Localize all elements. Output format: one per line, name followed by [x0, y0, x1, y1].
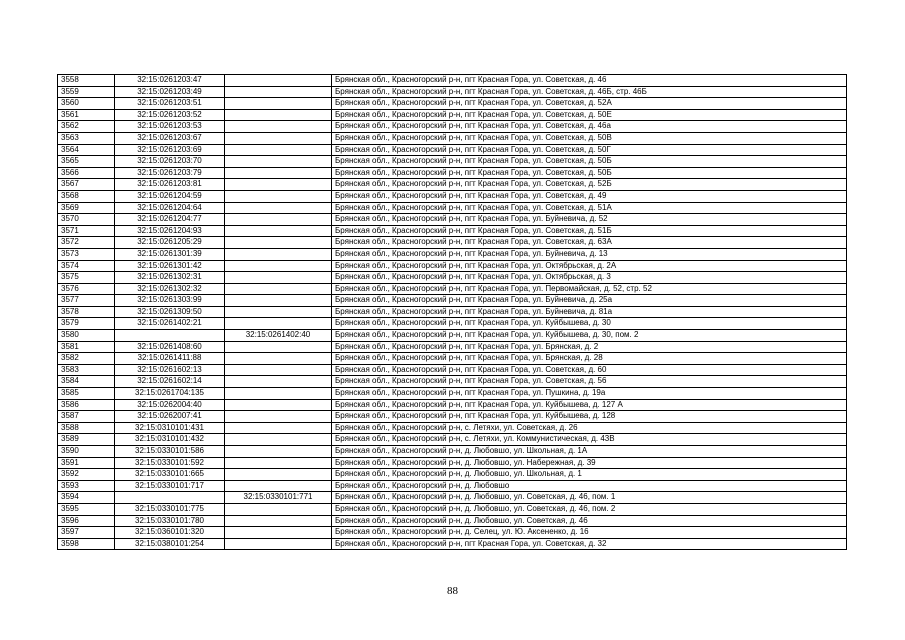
row-number-cell: 3574: [58, 260, 115, 272]
cadastral-number-cell: 32:15:0262004:40: [115, 399, 225, 411]
cadastral-number-cell: 32:15:0360101:320: [115, 527, 225, 539]
row-number-cell: 3567: [58, 179, 115, 191]
table-row: [58, 422, 847, 434]
table-row: [58, 225, 847, 237]
table-row: [58, 144, 847, 156]
row-number-cell: 3596: [58, 515, 115, 527]
premises-cadastral-number-cell: [225, 411, 332, 423]
premises-cadastral-number-cell: [225, 75, 332, 87]
premises-cadastral-number-cell: [225, 132, 332, 144]
row-number-cell: 3585: [58, 388, 115, 400]
row-number-cell: 3595: [58, 503, 115, 515]
premises-cadastral-number-cell: [225, 167, 332, 179]
row-number-cell: 3589: [58, 434, 115, 446]
premises-cadastral-number-cell: [225, 260, 332, 272]
row-number-cell: 3562: [58, 121, 115, 133]
cadastral-number-cell: 32:15:0380101:254: [115, 538, 225, 550]
address-cell: Брянская обл., Красногорский р-н, пгт Красная Гора, ул. Советская, д. 60: [332, 364, 847, 376]
premises-cadastral-number-cell: [225, 503, 332, 515]
row-number-cell: 3558: [58, 75, 115, 87]
cadastral-number-cell: 32:15:0261204:59: [115, 190, 225, 202]
row-number-cell: 3559: [58, 86, 115, 98]
address-cell: Брянская обл., Красногорский р-н, пгт Красная Гора, ул. Советская, д. 52А: [332, 98, 847, 110]
premises-cadastral-number-cell: [225, 144, 332, 156]
cadastral-number-cell: 32:15:0261402:21: [115, 318, 225, 330]
cadastral-number-cell: 32:15:0261303:99: [115, 295, 225, 307]
cadastral-number-cell: 32:15:0261203:81: [115, 179, 225, 191]
row-number-cell: 3597: [58, 527, 115, 539]
table-row: [58, 202, 847, 214]
table-row: [58, 283, 847, 295]
table-row: [58, 364, 847, 376]
premises-cadastral-number-cell: [225, 190, 332, 202]
cadastral-number-cell: 32:15:0261203:53: [115, 121, 225, 133]
premises-cadastral-number-cell: [225, 446, 332, 458]
cadastral-number-cell: 32:15:0330101:780: [115, 515, 225, 527]
premises-cadastral-number-cell: 32:15:0261402:40: [225, 330, 332, 342]
address-cell: Брянская обл., Красногорский р-н, пгт Красная Гора, ул. Советская, д. 51Б: [332, 225, 847, 237]
cadastral-number-cell: 32:15:0261704:135: [115, 388, 225, 400]
address-cell: Брянская обл., Красногорский р-н, пгт Красная Гора, ул. Советская, д. 51А: [332, 202, 847, 214]
cadastral-number-cell: 32:15:0330101:665: [115, 469, 225, 481]
address-cell: Брянская обл., Красногорский р-н, пгт Красная Гора, ул. Куйбышева, д. 127 А: [332, 399, 847, 411]
row-number-cell: 3580: [58, 330, 115, 342]
cadastral-number-cell: 32:15:0262007:41: [115, 411, 225, 423]
property-registry-table: [57, 74, 847, 550]
address-cell: Брянская обл., Красногорский р-н, пгт Красная Гора, ул. Первомайская, д. 52, стр. 52: [332, 283, 847, 295]
cadastral-number-cell: 32:15:0261203:51: [115, 98, 225, 110]
cadastral-number-cell: 32:15:0261203:52: [115, 109, 225, 121]
cadastral-number-cell: [115, 330, 225, 342]
address-cell: Брянская обл., Красногорский р-н, пгт Красная Гора, ул. Советская, д. 50Е: [332, 109, 847, 121]
table-row: [58, 214, 847, 226]
address-cell: Брянская обл., Красногорский р-н, д. Любовшо, ул. Советская, д. 46: [332, 515, 847, 527]
address-cell: Брянская обл., Красногорский р-н, пгт Красная Гора, ул. Буйневича, д. 81а: [332, 306, 847, 318]
row-number-cell: 3581: [58, 341, 115, 353]
address-cell: Брянская обл., Красногорский р-н, пгт Красная Гора, ул. Октябрьская, д. 3: [332, 272, 847, 284]
premises-cadastral-number-cell: [225, 434, 332, 446]
premises-cadastral-number-cell: [225, 341, 332, 353]
table-row: [58, 492, 847, 504]
row-number-cell: 3577: [58, 295, 115, 307]
premises-cadastral-number-cell: [225, 156, 332, 168]
table-row: [58, 434, 847, 446]
table-row: [58, 515, 847, 527]
row-number-cell: 3579: [58, 318, 115, 330]
row-number-cell: 3572: [58, 237, 115, 249]
address-cell: Брянская обл., Красногорский р-н, пгт Красная Гора, ул. Куйбышева, д. 30: [332, 318, 847, 330]
address-cell: Брянская обл., Красногорский р-н, пгт Красная Гора, ул. Буйневича, д. 25а: [332, 295, 847, 307]
address-cell: Брянская обл., Красногорский р-н, пгт Красная Гора, ул. Советская, д. 52Б: [332, 179, 847, 191]
table-row: [58, 457, 847, 469]
address-cell: Брянская обл., Красногорский р-н, пгт Красная Гора, ул. Советская, д. 50Г: [332, 144, 847, 156]
cadastral-number-cell: 32:15:0330101:717: [115, 480, 225, 492]
page-number: 88: [447, 585, 458, 597]
address-cell: Брянская обл., Красногорский р-н, д. Любовшо, ул. Школьная, д. 1А: [332, 446, 847, 458]
table-row: [58, 86, 847, 98]
premises-cadastral-number-cell: [225, 237, 332, 249]
table-row: [58, 469, 847, 481]
table-row: [58, 190, 847, 202]
premises-cadastral-number-cell: [225, 399, 332, 411]
table-row: [58, 353, 847, 365]
address-cell: Брянская обл., Красногорский р-н, пгт Красная Гора, ул. Буйневича, д. 52: [332, 214, 847, 226]
row-number-cell: 3594: [58, 492, 115, 504]
premises-cadastral-number-cell: [225, 121, 332, 133]
table-row: [58, 121, 847, 133]
table-row: [58, 446, 847, 458]
table-row: [58, 237, 847, 249]
table-row: [58, 318, 847, 330]
cadastral-number-cell: 32:15:0310101:432: [115, 434, 225, 446]
address-cell: Брянская обл., Красногорский р-н, пгт Красная Гора, ул. Советская, д. 63А: [332, 237, 847, 249]
row-number-cell: 3588: [58, 422, 115, 434]
address-cell: Брянская обл., Красногорский р-н, пгт Красная Гора, ул. Советская, д. 50Б: [332, 167, 847, 179]
row-number-cell: 3587: [58, 411, 115, 423]
address-cell: Брянская обл., Красногорский р-н, пгт Красная Гора, ул. Советская, д. 49: [332, 190, 847, 202]
premises-cadastral-number-cell: [225, 272, 332, 284]
address-cell: Брянская обл., Красногорский р-н, пгт Красная Гора, ул. Советская, д. 46: [332, 75, 847, 87]
table-body: [58, 75, 847, 550]
row-number-cell: 3571: [58, 225, 115, 237]
premises-cadastral-number-cell: [225, 214, 332, 226]
address-cell: Брянская обл., Красногорский р-н, д. Любовшо: [332, 480, 847, 492]
table-row: [58, 156, 847, 168]
address-cell: Брянская обл., Красногорский р-н, пгт Красная Гора, ул. Советская, д. 46Б, стр. 46Б: [332, 86, 847, 98]
cadastral-number-cell: 32:15:0261302:31: [115, 272, 225, 284]
address-cell: Брянская обл., Красногорский р-н, пгт Красная Гора, ул. Советская, д. 46а: [332, 121, 847, 133]
address-cell: Брянская обл., Красногорский р-н, пгт Красная Гора, ул. Октябрьская, д. 2А: [332, 260, 847, 272]
table-row: [58, 272, 847, 284]
cadastral-number-cell: 32:15:0261203:67: [115, 132, 225, 144]
address-cell: Брянская обл., Красногорский р-н, пгт Красная Гора, ул. Куйбышева, д. 128: [332, 411, 847, 423]
cadastral-number-cell: 32:15:0261602:14: [115, 376, 225, 388]
table-row: [58, 295, 847, 307]
cadastral-number-cell: 32:15:0330101:586: [115, 446, 225, 458]
address-cell: Брянская обл., Красногорский р-н, пгт Красная Гора, ул. Брянская, д. 2: [332, 341, 847, 353]
cadastral-number-cell: 32:15:0330101:775: [115, 503, 225, 515]
premises-cadastral-number-cell: [225, 109, 332, 121]
premises-cadastral-number-cell: [225, 318, 332, 330]
row-number-cell: 3565: [58, 156, 115, 168]
premises-cadastral-number-cell: [225, 225, 332, 237]
premises-cadastral-number-cell: [225, 179, 332, 191]
table-row: [58, 132, 847, 144]
table-row: [58, 538, 847, 550]
row-number-cell: 3564: [58, 144, 115, 156]
cadastral-number-cell: 32:15:0261408:60: [115, 341, 225, 353]
address-cell: Брянская обл., Красногорский р-н, пгт Красная Гора, ул. Пушкина, д. 19а: [332, 388, 847, 400]
premises-cadastral-number-cell: [225, 422, 332, 434]
cadastral-number-cell: 32:15:0261301:39: [115, 248, 225, 260]
cadastral-number-cell: 32:15:0261205:29: [115, 237, 225, 249]
cadastral-number-cell: 32:15:0261203:49: [115, 86, 225, 98]
table-row: [58, 167, 847, 179]
cadastral-number-cell: 32:15:0261203:69: [115, 144, 225, 156]
address-cell: Брянская обл., Красногорский р-н, пгт Красная Гора, ул. Куйбышева, д. 30, пом. 2: [332, 330, 847, 342]
row-number-cell: 3591: [58, 457, 115, 469]
table-row: [58, 179, 847, 191]
cadastral-number-cell: 32:15:0261204:64: [115, 202, 225, 214]
table-row: [58, 341, 847, 353]
cadastral-number-cell: 32:15:0261203:47: [115, 75, 225, 87]
address-cell: Брянская обл., Красногорский р-н, д. Любовшо, ул. Советская, д. 46, пом. 1: [332, 492, 847, 504]
row-number-cell: 3575: [58, 272, 115, 284]
row-number-cell: 3593: [58, 480, 115, 492]
row-number-cell: 3598: [58, 538, 115, 550]
table-row: [58, 248, 847, 260]
row-number-cell: 3582: [58, 353, 115, 365]
row-number-cell: 3563: [58, 132, 115, 144]
table-row: [58, 98, 847, 110]
row-number-cell: 3586: [58, 399, 115, 411]
premises-cadastral-number-cell: [225, 457, 332, 469]
premises-cadastral-number-cell: [225, 283, 332, 295]
address-cell: Брянская обл., Красногорский р-н, д. Любовшо, ул. Советская, д. 46, пом. 2: [332, 503, 847, 515]
address-cell: Брянская обл., Красногорский р-н, с. Летяхи, ул. Коммунистическая, д. 43В: [332, 434, 847, 446]
premises-cadastral-number-cell: [225, 202, 332, 214]
table-row: [58, 306, 847, 318]
cadastral-number-cell: 32:15:0330101:592: [115, 457, 225, 469]
premises-cadastral-number-cell: [225, 353, 332, 365]
row-number-cell: 3584: [58, 376, 115, 388]
address-cell: Брянская обл., Красногорский р-н, пгт Красная Гора, ул. Советская, д. 50В: [332, 132, 847, 144]
address-cell: Брянская обл., Красногорский р-н, пгт Красная Гора, ул. Советская, д. 50Б: [332, 156, 847, 168]
cadastral-number-cell: 32:15:0310101:431: [115, 422, 225, 434]
row-number-cell: 3570: [58, 214, 115, 226]
table-row: [58, 527, 847, 539]
address-cell: Брянская обл., Красногорский р-н, пгт Красная Гора, ул. Буйневича, д. 13: [332, 248, 847, 260]
address-cell: Брянская обл., Красногорский р-н, пгт Красная Гора, ул. Советская, д. 56: [332, 376, 847, 388]
address-cell: Брянская обл., Красногорский р-н, д. Селец, ул. Ю. Аксененко, д. 16: [332, 527, 847, 539]
cadastral-number-cell: 32:15:0261602:13: [115, 364, 225, 376]
row-number-cell: 3560: [58, 98, 115, 110]
table-row: [58, 399, 847, 411]
table-row: [58, 411, 847, 423]
table-row: [58, 480, 847, 492]
row-number-cell: 3569: [58, 202, 115, 214]
address-cell: Брянская обл., Красногорский р-н, д. Любовшо, ул. Набережная, д. 39: [332, 457, 847, 469]
cadastral-number-cell: 32:15:0261204:93: [115, 225, 225, 237]
premises-cadastral-number-cell: [225, 388, 332, 400]
row-number-cell: 3573: [58, 248, 115, 260]
premises-cadastral-number-cell: [225, 538, 332, 550]
cadastral-number-cell: 32:15:0261302:32: [115, 283, 225, 295]
row-number-cell: 3561: [58, 109, 115, 121]
premises-cadastral-number-cell: [225, 527, 332, 539]
table-row: [58, 260, 847, 272]
table-row: [58, 388, 847, 400]
cadastral-number-cell: 32:15:0261301:42: [115, 260, 225, 272]
cadastral-number-cell: 32:15:0261204:77: [115, 214, 225, 226]
premises-cadastral-number-cell: [225, 306, 332, 318]
cadastral-number-cell: 32:15:0261203:79: [115, 167, 225, 179]
address-cell: Брянская обл., Красногорский р-н, пгт Красная Гора, ул. Брянская, д. 28: [332, 353, 847, 365]
premises-cadastral-number-cell: [225, 480, 332, 492]
row-number-cell: 3590: [58, 446, 115, 458]
premises-cadastral-number-cell: [225, 364, 332, 376]
row-number-cell: 3578: [58, 306, 115, 318]
row-number-cell: 3568: [58, 190, 115, 202]
premises-cadastral-number-cell: 32:15:0330101:771: [225, 492, 332, 504]
premises-cadastral-number-cell: [225, 469, 332, 481]
row-number-cell: 3583: [58, 364, 115, 376]
premises-cadastral-number-cell: [225, 248, 332, 260]
cadastral-number-cell: 32:15:0261309:50: [115, 306, 225, 318]
premises-cadastral-number-cell: [225, 295, 332, 307]
premises-cadastral-number-cell: [225, 376, 332, 388]
row-number-cell: 3592: [58, 469, 115, 481]
table-row: [58, 75, 847, 87]
premises-cadastral-number-cell: [225, 86, 332, 98]
premises-cadastral-number-cell: [225, 98, 332, 110]
cadastral-number-cell: 32:15:0261411:88: [115, 353, 225, 365]
table-row: [58, 330, 847, 342]
row-number-cell: 3566: [58, 167, 115, 179]
table-row: [58, 109, 847, 121]
table-row: [58, 376, 847, 388]
address-cell: Брянская обл., Красногорский р-н, с. Летяхи, ул. Советская, д. 26: [332, 422, 847, 434]
row-number-cell: 3576: [58, 283, 115, 295]
premises-cadastral-number-cell: [225, 515, 332, 527]
address-cell: Брянская обл., Красногорский р-н, д. Любовшо, ул. Школьная, д. 1: [332, 469, 847, 481]
cadastral-number-cell: [115, 492, 225, 504]
cadastral-number-cell: 32:15:0261203:70: [115, 156, 225, 168]
table-row: [58, 503, 847, 515]
address-cell: Брянская обл., Красногорский р-н, пгт Красная Гора, ул. Советская, д. 32: [332, 538, 847, 550]
